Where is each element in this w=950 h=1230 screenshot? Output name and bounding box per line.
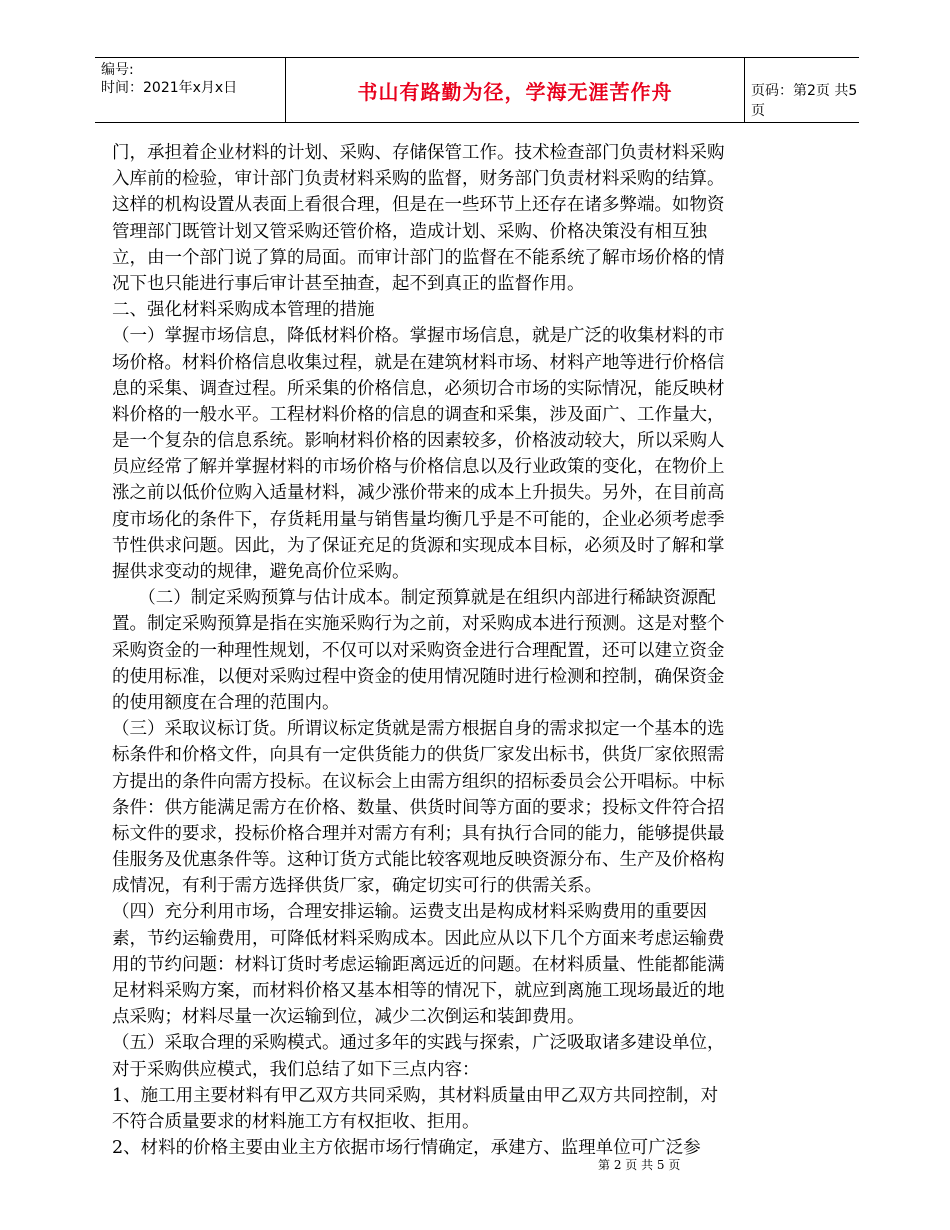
text-line: 场价格。材料价格信息收集过程，就是在建筑材料市场、材料产地等进行价格信 — [112, 352, 725, 373]
text-line: 足材料采购方案，而材料价格又基本相等的情况下，就应到离施工现场最近的地 — [112, 981, 725, 1001]
text-line: 管理部门既管计划又管采购还管价格，造成计划、采购、价格决策没有相互独 — [112, 221, 707, 242]
text-line: 息的采集、调查过程。所采集的价格信息，必须切合市场的实际情况，能反映材 — [112, 378, 725, 399]
text-line: 况下也只能进行事后审计甚至抽查，起不到真正的监督作用。 — [112, 273, 585, 294]
text-line: 条件：供方能满足需方在价格、数量、供货时间等方面的要求；投标文件符合招 — [112, 797, 725, 818]
text-line: 的使用标准，以便对采购过程中资金的使用情况随时进行检测和控制，确保资金 — [112, 666, 725, 687]
text-line: 成情况，有利于需方选择供货厂家，确定切实可行的供需关系。 — [112, 876, 602, 897]
text-line: 料价格的一般水平。工程材料价格的信息的调查和采集，涉及面广、工作量大， — [112, 404, 725, 425]
header-motto: 书山有路勤为径，学海无涯苦作舟 — [357, 80, 673, 104]
text-line: 2、材料的价格主要由业主方依据市场行情确定，承建方、监理单位可广泛参 — [112, 1138, 701, 1159]
text-line: 是一个复杂的信息系统。影响材料价格的因素较多，价格波动较大，所以采购人 — [112, 431, 725, 452]
text-line: 二、强化材料采购成本管理的措施 — [112, 300, 375, 321]
text-line: 标文件的要求，投标价格合理并对需方有利；具有执行合同的能力，能够提供最 — [112, 823, 725, 844]
text-line: 门，承担着企业材料的计划、采购、存储保管工作。技术检查部门负责材料采购 — [112, 143, 725, 163]
text-line: （四）充分利用市场，合理安排运输。运费支出是构成材料采购费用的重要因 — [112, 902, 707, 923]
text-line: 握供求变动的规律，避免高价位采购。 — [112, 562, 410, 582]
text-line: 对于采购供应模式，我们总结了如下三点内容： — [112, 1059, 480, 1080]
text-line: 节性供求问题。因此，为了保证充足的货源和实现成本目标，必须及时了解和掌 — [112, 535, 725, 556]
text-line: （三）采取议标订货。所谓议标定货就是需方根据自身的需求拟定一个基本的选 — [112, 719, 725, 740]
text-line: （五）采取合理的采购模式。通过多年的实践与探索，广泛吸取诸多建设单位， — [112, 1033, 725, 1054]
text-line: 涨之前以低价位购入适量材料，减少涨价带来的成本上升损失。另外，在目前高 — [112, 483, 725, 504]
text-line: 佳服务及优惠条件等。这种订货方式能比较客观地反映资源分布、生产及价格构 — [112, 850, 725, 871]
text-line: 1、施工用主要材料有甲乙双方共同采购，其材料质量由甲乙双方共同控制，对 — [112, 1085, 719, 1106]
text-line: （一）掌握市场信息，降低材料价格。掌握市场信息，就是广泛的收集材料的市 — [112, 326, 725, 347]
text-line: 点采购；材料尽量一次运输到位，减少二次倒运和装卸费用。 — [112, 1007, 585, 1028]
header-number-label: 编号: — [101, 62, 134, 78]
text-line: 采购资金的一种理性规划，不仅可以对采购资金进行合理配置，还可以建立资金 — [112, 640, 725, 661]
body-text — [112, 140, 772, 1161]
text-line: 度市场化的条件下，存货耗用量与销售量均衡几乎是不可能的，企业必须考虑季 — [112, 509, 725, 530]
header-motto-cell — [285, 58, 745, 122]
text-line: 置。制定采购预算是指在实施采购行为之前，对采购成本进行预测。这是对整个 — [112, 614, 725, 635]
page-header — [95, 57, 859, 123]
text-line: 不符合质量要求的材料施工方有权拒收、拒用。 — [112, 1111, 480, 1132]
header-left-cell — [95, 58, 285, 122]
text-line: 员应经常了解并掌握材料的市场价格与价格信息以及行业政策的变化，在物价上 — [112, 457, 725, 478]
text-line: 立，由一个部门说了算的局面。而审计部门的监督在不能系统了解市场价格的情 — [112, 247, 725, 268]
text-line: 方提出的条件向需方投标。在议标会上由需方组织的招标委员会公开唱标。中标 — [112, 771, 725, 792]
text-line: 标条件和价格文件，向具有一定供货能力的供货厂家发出标书，供货厂家依照需 — [112, 745, 725, 766]
text-line: 入库前的检验，审计部门负责材料采购的监督，财务部门负责材料采购的结算。 — [112, 169, 725, 190]
text-line: 这样的机构设置从表面上看很合理，但是在一些环节上还存在诸多弊端。如物资 — [112, 195, 725, 216]
page-footer: 第 2 页 共 5 页 — [598, 1158, 681, 1172]
header-time-label: 时间：2021年x月x日 — [101, 80, 238, 96]
text-line: （二）制定采购预算与估计成本。制定预算就是在组织内部进行稀缺资源配 — [112, 588, 716, 609]
text-line: 用的节约问题：材料订货时考虑运输距离远近的问题。在材料质量、性能都能满 — [112, 954, 725, 975]
text-line: 的使用额度在合理的范围内。 — [112, 692, 340, 713]
header-page-info: 页码：第2页 共5页 — [751, 83, 858, 119]
text-line: 素，节约运输费用，可降低材料采购成本。因此应从以下几个方面来考虑运输费 — [112, 928, 725, 949]
